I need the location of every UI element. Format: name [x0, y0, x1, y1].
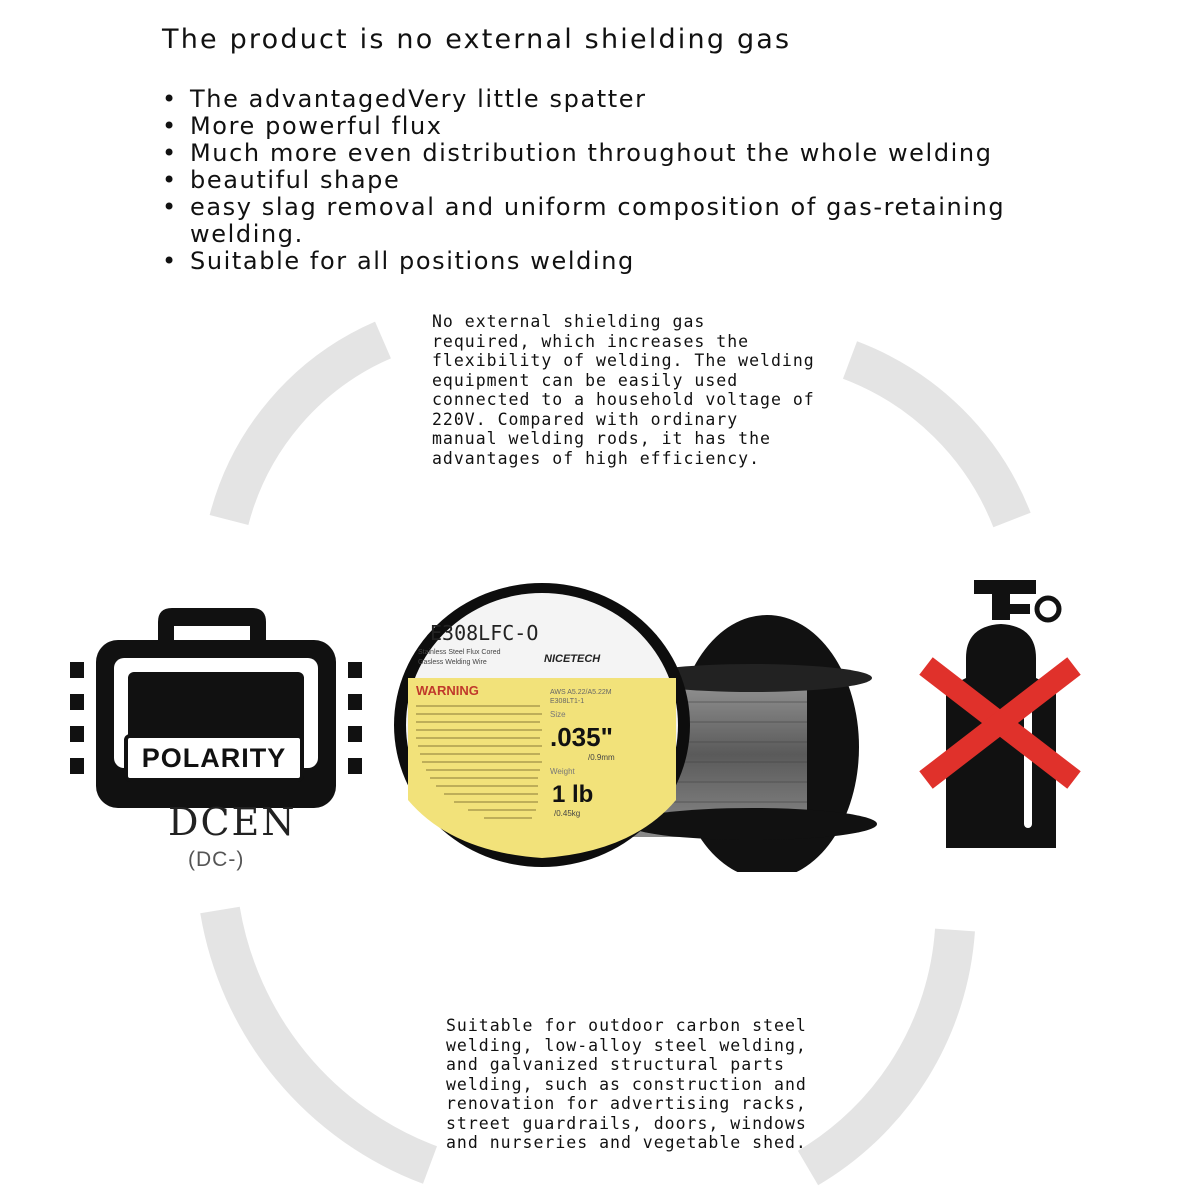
feature-item: • More powerful flux [162, 113, 1102, 140]
ring-arc-top-left [229, 340, 383, 520]
spool-weight-metric: /0.45kg [554, 809, 581, 818]
spool-weight-value: 1 lb [552, 781, 594, 808]
spool-subtitle-2: Gasless Welding Wire [418, 659, 487, 666]
feature-item: • Much more even distribution throughout the whole welding [162, 140, 1102, 167]
feature-item: • beautiful shape [162, 167, 1102, 194]
spool-size-metric: /0.9mm [588, 753, 615, 762]
ring-arc-bottom-left [220, 910, 430, 1165]
polarity-mode-note: (DC-) [188, 848, 245, 871]
no-gas-description: No external shielding gas required, which increases the flexibility of welding. The welding equipment can be easily used connected to a household voltage of 220V. Compared with ordinary manual welding rods, it has the advantages of high efficiency. [432, 312, 815, 468]
spool-warning: WARNING [416, 683, 479, 698]
welding-machine-icon [66, 600, 366, 810]
spool-weight-label: Weight [550, 767, 575, 776]
spool-brand: NICETECH [544, 653, 601, 665]
spool-model: E308LFC-O [430, 621, 539, 645]
polarity-badge-label: POLARITY [141, 743, 287, 773]
spool-spec-2: E308LT1-1 [550, 698, 585, 705]
wire-spool-image [392, 582, 882, 872]
page-title: The product is no external shielding gas [162, 24, 792, 55]
spool-size-value: .035" [550, 722, 613, 752]
spool-spec-1: AWS A5.22/A5.22M [550, 689, 612, 696]
feature-item: • Suitable for all positions welding [162, 248, 1102, 275]
application-description: Suitable for outdoor carbon steel welding, low-alloy steel welding, and galvanized structural parts welding, such as construction and renovation for advertising racks, street guardrails, doors, windows and nurseries and vegetable shed. [446, 1016, 807, 1152]
ring-arc-top-right [850, 360, 1012, 520]
polarity-mode: DCEN [168, 800, 297, 844]
feature-item: • easy slag removal and uniform composition of gas-retaining welding. [162, 194, 1102, 248]
spool-size-label: Size [550, 710, 566, 719]
feature-item: • The advantagedVery little spatter [162, 86, 1102, 113]
gas-cylinder-icon [912, 568, 1082, 858]
spool-subtitle-1: Stainless Steel Flux Cored [418, 649, 501, 656]
feature-list [162, 86, 1102, 275]
